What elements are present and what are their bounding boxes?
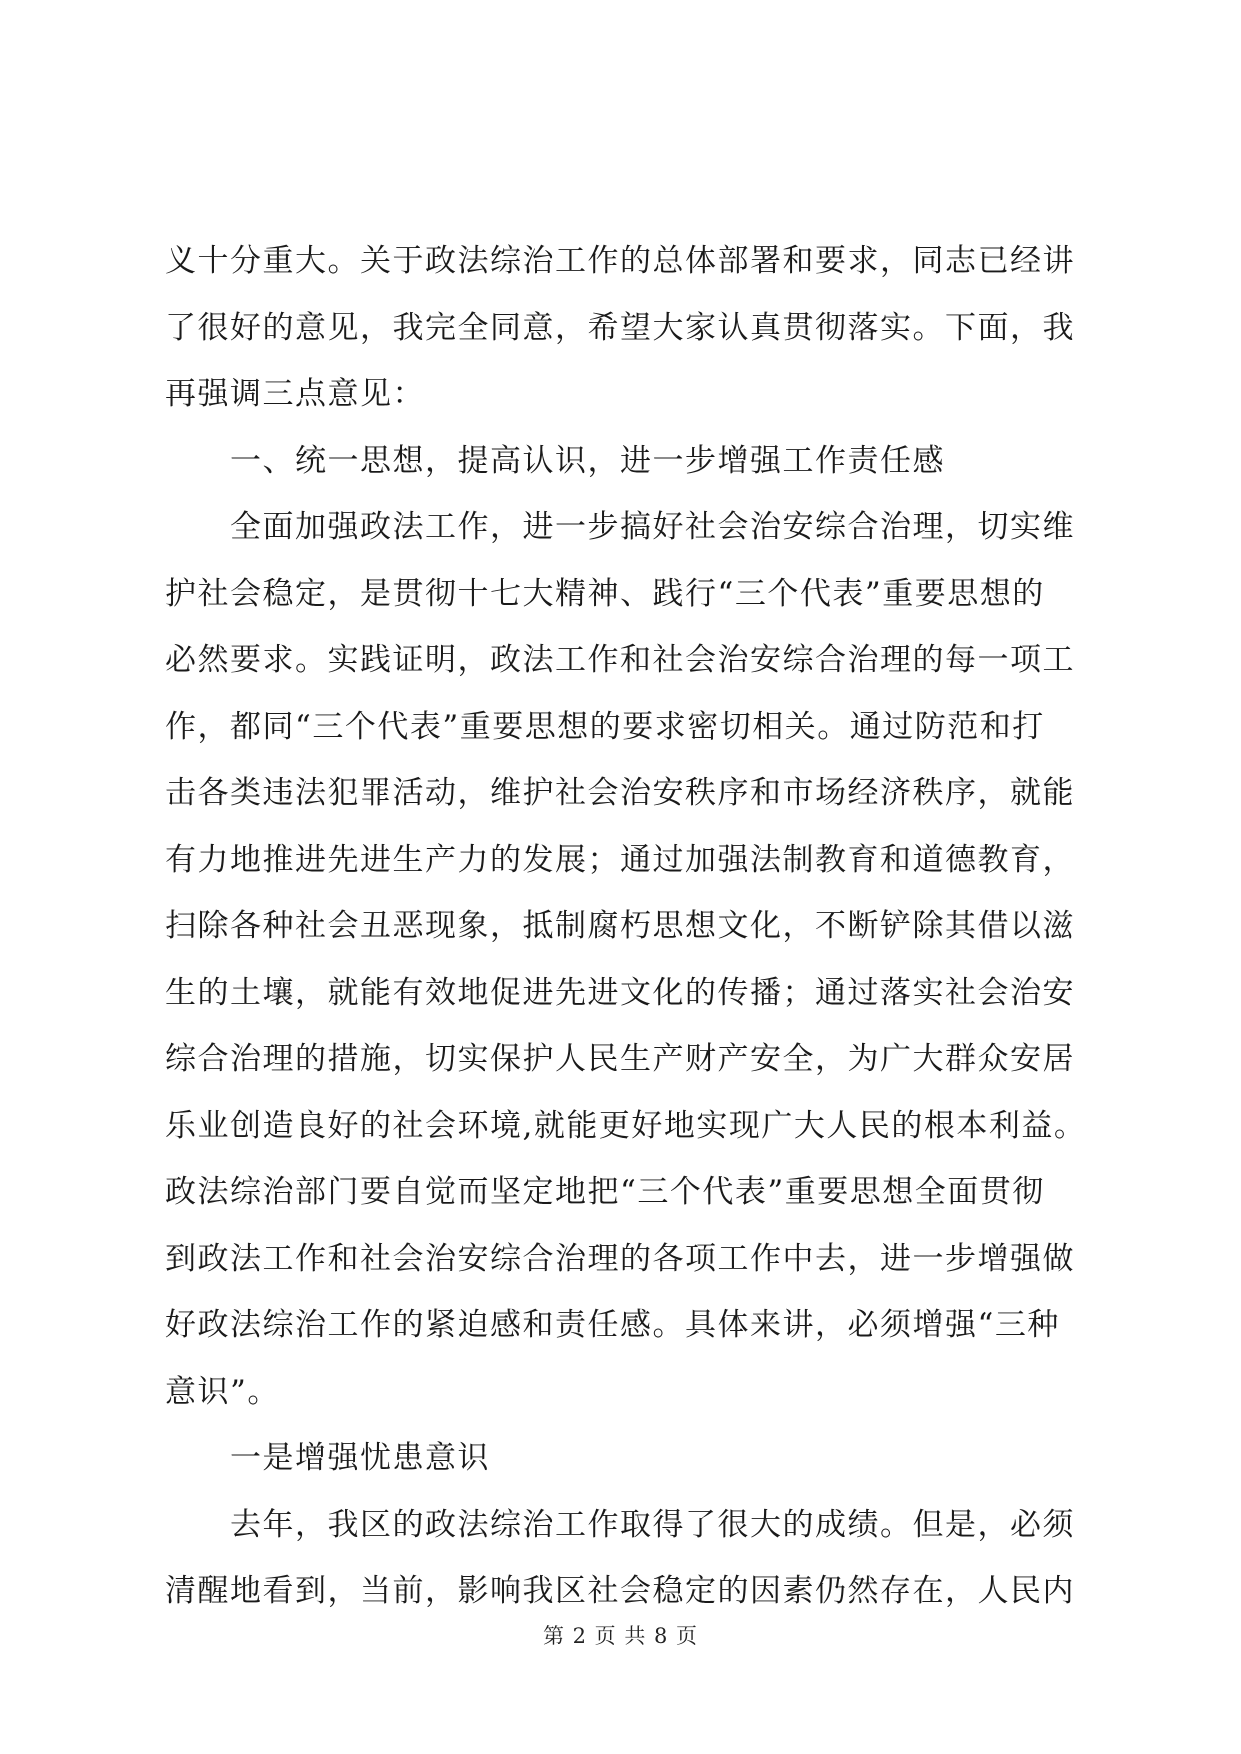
text-line: 到政法工作和社会治安综合治理的各项工作中去，进一步增强做 xyxy=(165,1240,1075,1277)
text-line: 作，都同“三个代表”重要思想的要求密切相关。通过防范和打 xyxy=(165,708,1045,745)
text-line: 再强调三点意见： xyxy=(165,376,425,412)
text-line: 乐业创造良好的社会环境,就能更好地实现广大人民的根本利益。 xyxy=(165,1107,1087,1144)
text-line: 政法综治部门要自觉而坚定地把“三个代表”重要思想全面贯彻 xyxy=(165,1174,1045,1210)
text-line: 好政法综治工作的紧迫感和责任感。具体来讲，必须增强“三种 xyxy=(165,1307,1060,1343)
text-line: 必然要求。实践证明，政法工作和社会治安综合治理的每一项工 xyxy=(165,642,1075,678)
text-line: 生的土壤，就能有效地促进先进文化的传播；通过落实社会治安 xyxy=(165,974,1075,1011)
text-line: 有力地推进先进生产力的发展；通过加强法制教育和道德教育， xyxy=(165,841,1075,878)
page-number-footer: 第 2 页 共 8 页 xyxy=(542,1624,699,1648)
body-text xyxy=(165,228,1087,1625)
text-line: 了很好的意见，我完全同意，希望大家认真贯彻落实。下面，我 xyxy=(165,309,1075,346)
text-line: 清醒地看到，当前，影响我区社会稳定的因素仍然存在，人民内 xyxy=(165,1573,1075,1609)
text-line: 击各类违法犯罪活动，维护社会治安秩序和市场经济秩序，就能 xyxy=(165,775,1075,811)
subsection-heading: 一是增强忧患意识 xyxy=(230,1440,490,1476)
text-line: 义十分重大。关于政法综治工作的总体部署和要求，同志已经讲 xyxy=(165,243,1075,279)
text-line: 护社会稳定，是贯彻十七大精神、践行“三个代表”重要思想的 xyxy=(165,575,1045,612)
section-heading: 一、统一思想，提高认识，进一步增强工作责任感 xyxy=(230,442,945,479)
text-line: 意识”。 xyxy=(165,1373,280,1410)
text-line: 综合治理的措施，切实保护人民生产财产安全，为广大群众安居 xyxy=(165,1041,1075,1077)
text-line: 扫除各种社会丑恶现象，抵制腐朽思想文化，不断铲除其借以滋 xyxy=(165,908,1075,944)
paragraph-first-line: 去年，我区的政法综治工作取得了很大的成绩。但是，必须 xyxy=(230,1506,1075,1543)
paragraph-first-line: 全面加强政法工作，进一步搞好社会治安综合治理，切实维 xyxy=(230,509,1075,545)
